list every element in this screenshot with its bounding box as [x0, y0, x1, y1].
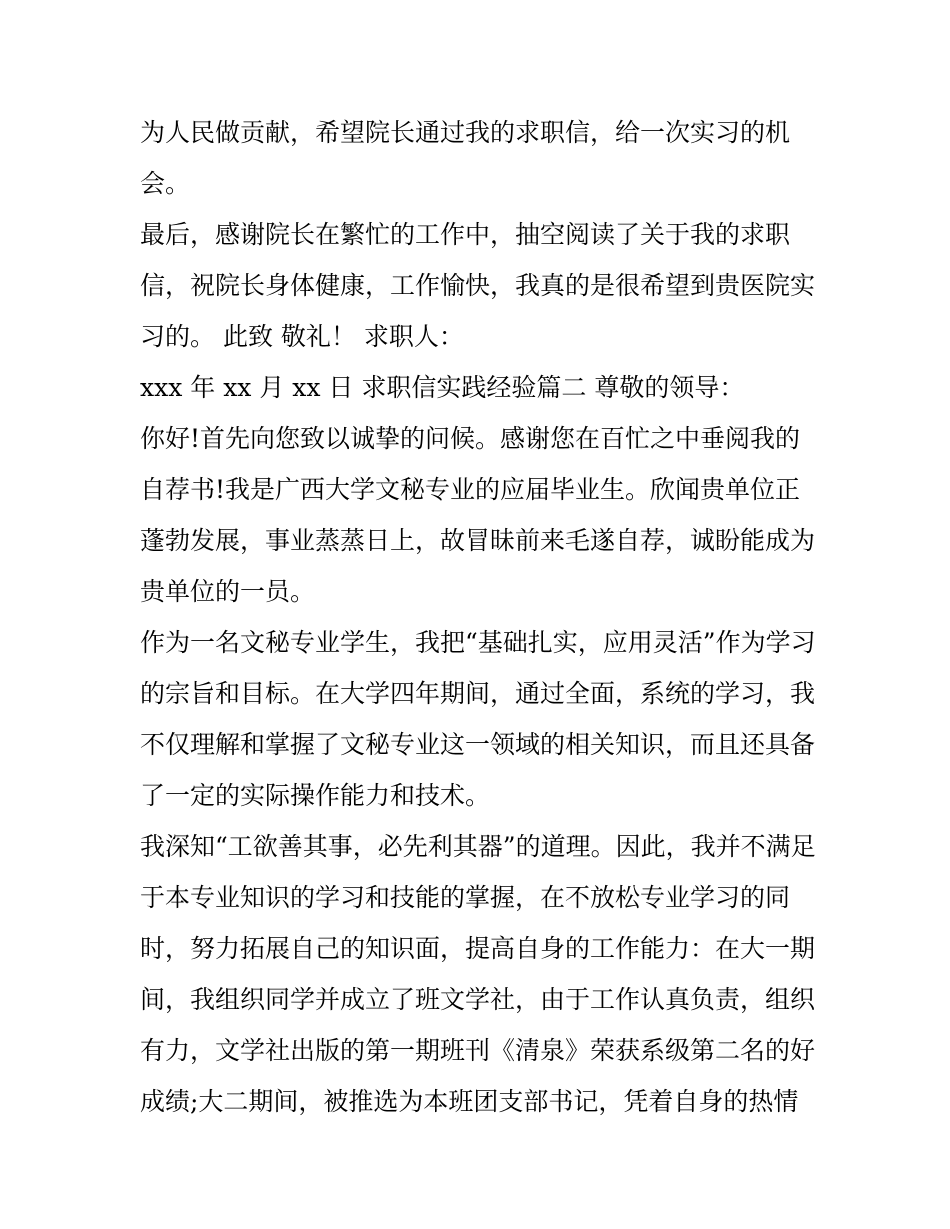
text-line: 间，我组织同学并成立了班文学社，由于工作认真负责，组织 — [140, 985, 816, 1014]
text-line: 最后，感谢院长在繁忙的工作中，抽空阅读了关于我的求职 — [140, 220, 791, 249]
text-line: 你好!首先向您致以诚挚的问候。感谢您在百忙之中垂阅我的 — [140, 424, 801, 453]
text-line: 了一定的实际操作能力和技术。 — [140, 781, 491, 810]
text-line: 不仅理解和掌握了文秘专业这一领域的相关知识，而且还具备 — [140, 730, 816, 759]
text-line: 习的。 此致 敬礼！ 求职人： — [140, 322, 464, 351]
text-line: 贵单位的一员。 — [140, 577, 316, 606]
text-line: 的宗旨和目标。在大学四年期间，通过全面，系统的学习，我 — [140, 679, 816, 708]
text-line: 成绩;大二期间，被推选为本班团支部书记，凭着自身的热情 — [140, 1087, 799, 1116]
text-line: 蓬勃发展，事业蒸蒸日上，故冒昧前来毛遂自荐，诚盼能成为 — [140, 526, 816, 555]
text-line: 作为一名文秘专业学生，我把“基础扎实，应用灵活”作为学习 — [140, 628, 816, 657]
text-line: xxx 年 xx 月 xx 日 求职信实践经验篇二 尊敬的领导： — [140, 373, 745, 402]
text-line: 为人民做贡献，希望院长通过我的求职信，给一次实习的机 — [140, 118, 791, 147]
text-line: 于本专业知识的学习和技能的掌握，在不放松专业学习的同 — [140, 883, 791, 912]
text-line: 时，努力拓展自己的知识面，提高自身的工作能力：在大一期 — [140, 934, 816, 963]
text-line: 有力，文学社出版的第一期班刊《清泉》荣获系级第二名的好 — [140, 1036, 816, 1065]
text-line: 自荐书!我是广西大学文秘专业的应届毕业生。欣闻贵单位正 — [140, 475, 801, 504]
document-body — [140, 107, 830, 1127]
text-line: 信，祝院长身体健康，工作愉快，我真的是很希望到贵医院实 — [140, 271, 816, 300]
text-line: 会。 — [140, 169, 191, 198]
text-line: 我深知“工欲善其事，必先利其器”的道理。因此，我并不满足 — [140, 832, 816, 861]
